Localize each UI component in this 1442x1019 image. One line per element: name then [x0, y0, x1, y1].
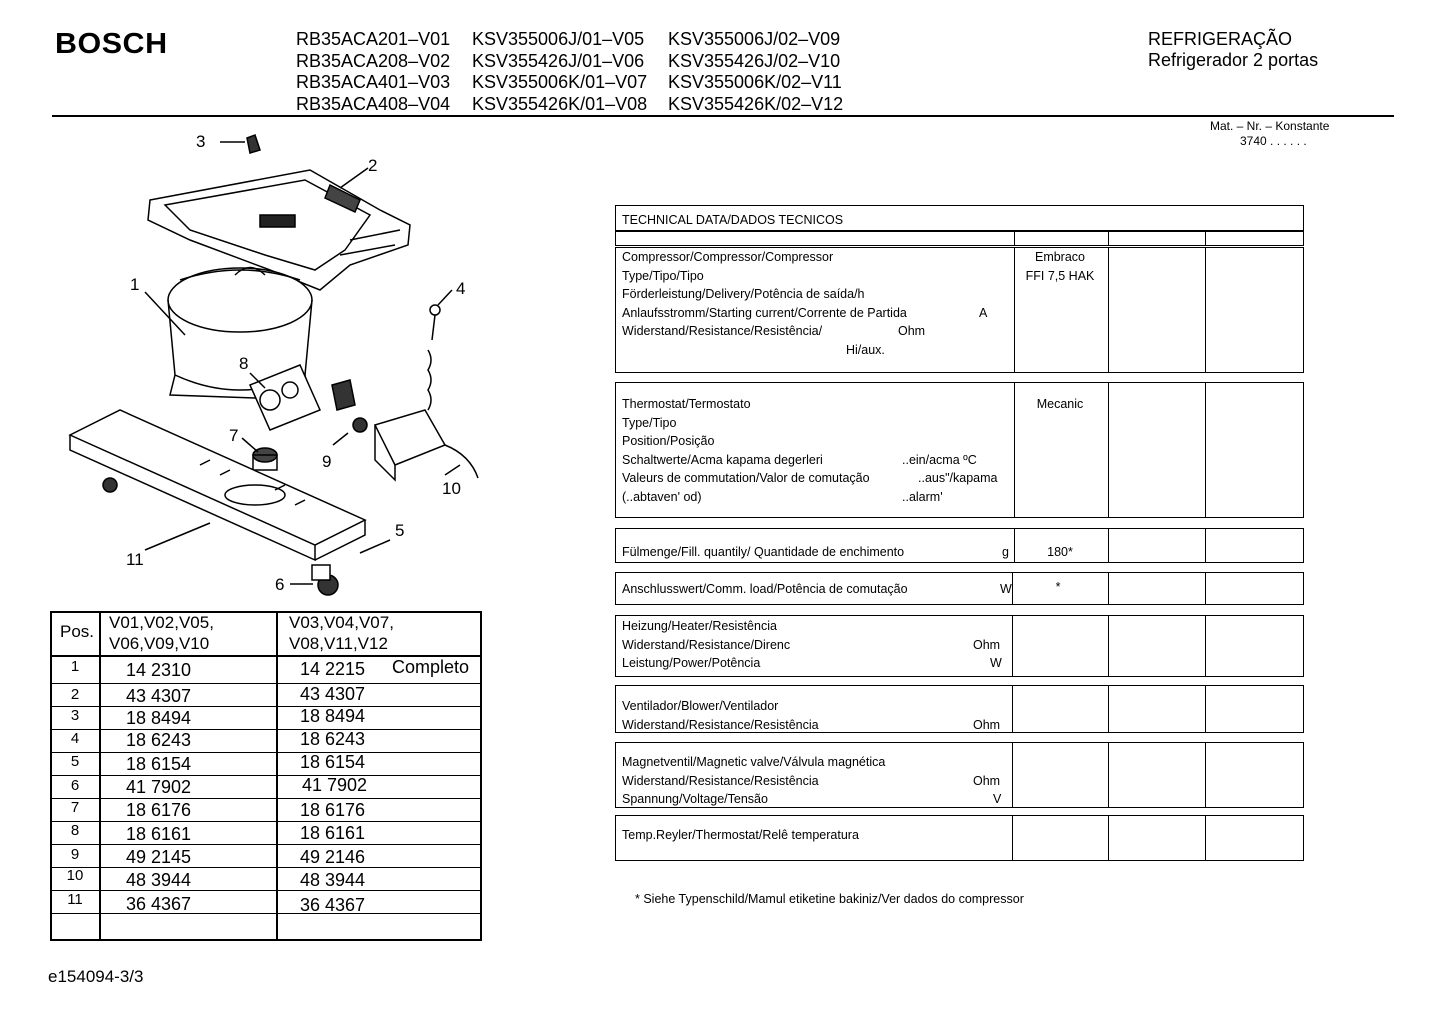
- callout-label: 1: [130, 275, 140, 294]
- header-divider: [52, 115, 1394, 117]
- callout-label: 9: [322, 452, 332, 471]
- document-code: e154094-3/3: [48, 967, 144, 986]
- exploded-parts-diagram: [50, 120, 510, 605]
- col-a-header-line1: V01,V02,V05,: [109, 613, 214, 632]
- tech-title: TECHNICAL DATA/DADOS TECNICOS: [622, 213, 844, 227]
- compressor-type: FFI 7,5 HAK: [1025, 268, 1095, 283]
- mat-number: Mat. – Nr. – Konstante 3740 . . . . . .: [1210, 119, 1330, 148]
- model-row: RB35ACA408–V04 KSV355426K/01–V08 KSV355426K/02–V12: [296, 93, 844, 114]
- tech-title-box: [615, 205, 1304, 231]
- compressor-section: Compressor/Compressor/Compressor Type/Tipo/Tipo Förderleistung/Delivery/Potência de saída/h Anlaufsstromm/Starting current/Corrente de Partida Widerstand/Resistance/Resistência/ A Ohm Hi/aux. Embraco FFI 7,5 HAK: [615, 247, 1304, 373]
- fill-quantity-section: Fülmenge/Fill. quantily/ Quantidade de enchimento g 180*: [615, 528, 1304, 563]
- model-row: RB35ACA208–V02 KSV355426J/01–V06 KSV355426J/02–V10: [296, 50, 841, 71]
- heater-section: Heizung/Heater/Resistência Widerstand/Resistance/Direnc Leistung/Power/Potência Ohm W: [615, 615, 1304, 677]
- fill-quantity-value: 180*: [1047, 545, 1073, 559]
- thermostat-section: Thermostat/Termostato Type/Tipo Position/Posição Schaltwerte/Acma kapama degerleri Valeurs de commutation/Valor de comutação (..abtaven' od) ..ein/acma ºC ..aus"/kapama ..alarm' Mecanic: [615, 382, 1304, 518]
- parts-table: Pos. V01,V02,V05, V06,V09,V10 V03,V04,V07, V08,V11,V12 Completo 1 14 2310 14 2215 2 43 4307 43 4307 3 18 8494 18 8494 4 18 6243 18 6243 5 18 6154 18 6154 6 41 7902 41 7902 7 18 6176 18 6176 8 18 6161 18 6161 9 49 2145 49 2146 10 48 3944 48 3944 11 36 4367 36 4367: [50, 611, 482, 941]
- callout-label: 7: [229, 426, 239, 445]
- callout-label: 8: [239, 354, 249, 373]
- callout-label: 5: [395, 521, 405, 540]
- col-pos-header: Pos.: [60, 622, 95, 641]
- tech-column-header-row: [615, 231, 1304, 246]
- category-subtitle: Refrigerador 2 portas: [1148, 50, 1319, 70]
- comm-load-section: Anschlusswert/Comm. load/Potência de comutação W *: [615, 572, 1304, 605]
- completo-label: Completo: [392, 657, 470, 677]
- callout-label: 10: [442, 479, 461, 498]
- callout-label: 3: [196, 132, 206, 151]
- col-b-header-line1: V03,V04,V07,: [289, 613, 394, 632]
- compressor-brand: Embraco: [1034, 250, 1086, 264]
- model-row: RB35ACA201–V01 KSV355006J/01–V05 KSV355006J/02–V09: [296, 29, 841, 49]
- magnetic-valve-section: Magnetventil/Magnetic valve/Válvula magnética Widerstand/Resistance/Resistência Spannung/Voltage/Tensão Ohm V: [615, 742, 1304, 808]
- callout-label: 4: [456, 279, 466, 298]
- category-title: REFRIGERAÇÃO: [1148, 29, 1293, 49]
- footnote: * Siehe Typenschild/Mamul etiketine bakiniz/Ver dados do compressor: [635, 892, 1024, 906]
- model-row: RB35ACA401–V03 KSV355006K/01–V07 KSV355006K/02–V11: [296, 72, 842, 92]
- col-b-header-line2: V08,V11,V12: [289, 634, 388, 653]
- model-list: [296, 29, 843, 115]
- callout-label: 2: [368, 156, 378, 175]
- thermostat-type: Mecanic: [1036, 397, 1084, 411]
- col-a-header-line2: V06,V09,V10: [109, 634, 210, 653]
- blower-section: Ventilador/Blower/Ventilador Widerstand/Resistance/Resistência Ohm: [615, 685, 1304, 733]
- brand-logo: BOSCH: [55, 28, 168, 60]
- category: [1148, 29, 1318, 71]
- callout-label: 6: [275, 575, 285, 594]
- temp-relay-section: Temp.Reyler/Thermostat/Relê temperatura: [615, 815, 1304, 861]
- callout-label: 11: [126, 550, 144, 569]
- comm-load-value: *: [1055, 580, 1061, 594]
